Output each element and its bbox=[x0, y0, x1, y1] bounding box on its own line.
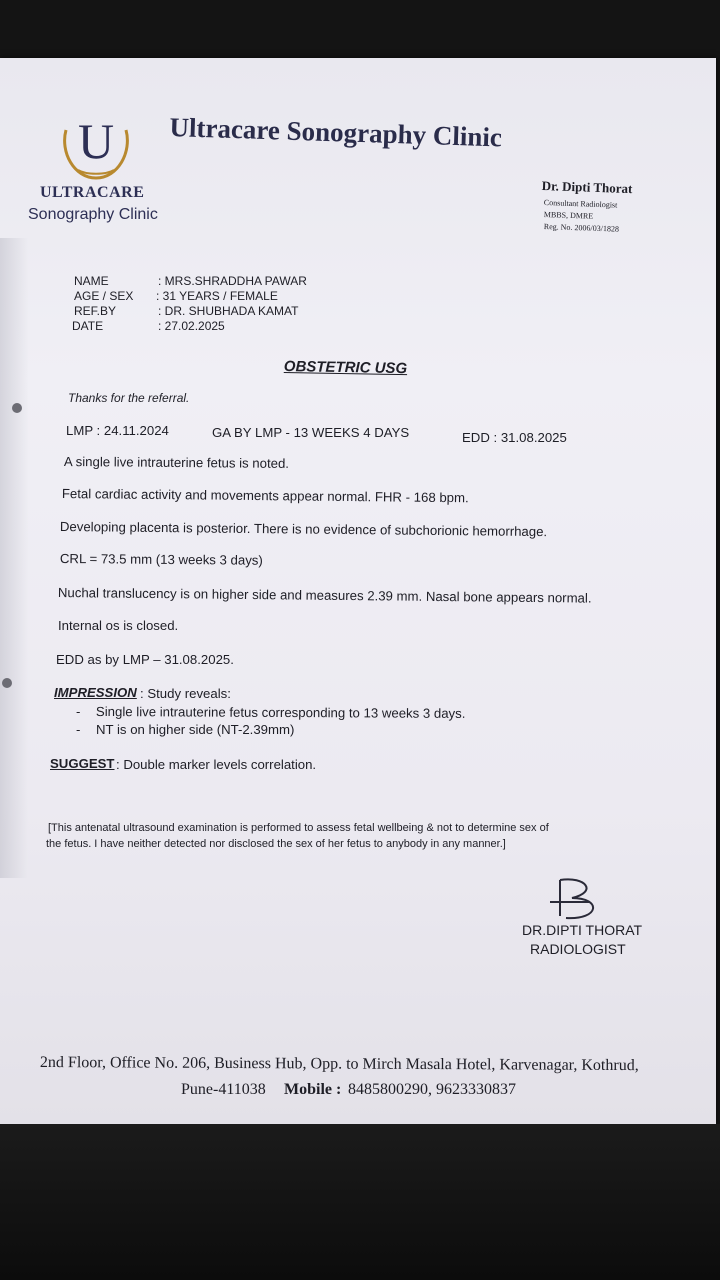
finding-2: Fetal cardiac activity and movements appear normal. FHR - 168 bpm. bbox=[61, 486, 469, 506]
ga-line: GA BY LMP - 13 WEEKS 4 DAYS bbox=[212, 425, 410, 440]
age-value: : 31 YEARS / FEMALE bbox=[156, 289, 278, 303]
impression-label: IMPRESSION bbox=[54, 685, 137, 700]
suggest-text: : Double marker levels correlation. bbox=[116, 757, 317, 772]
disclaimer-line-1: [This antenatal ultrasound examination is performed to assess fetal wellbeing & not to determine sex of bbox=[48, 822, 549, 834]
footer-city: Pune-411038 bbox=[181, 1081, 266, 1098]
impression-bullet-2: - bbox=[76, 722, 81, 737]
clip-knob-bottom bbox=[2, 678, 12, 688]
logo-subtitle: Sonography Clinic bbox=[28, 206, 158, 223]
clinic-heading: Ultracare Sonography Clinic bbox=[169, 112, 503, 153]
finding-5: Nuchal translucency is on higher side and measures 2.39 mm. Nasal bone appears normal. bbox=[57, 585, 592, 606]
footer-mobile-label: Mobile : bbox=[284, 1081, 342, 1098]
name-value: : MRS.SHRADDHA PAWAR bbox=[158, 274, 307, 288]
impression-item-2: NT is on higher side (NT-2.39mm) bbox=[96, 722, 295, 737]
doctor-reg: Reg. No. 2006/03/1828 bbox=[543, 222, 620, 234]
ref-label: REF.BY bbox=[74, 304, 117, 318]
signature-scribble-icon bbox=[546, 872, 616, 924]
report-sheet bbox=[0, 58, 716, 1124]
clipboard-strip bbox=[0, 238, 28, 878]
edd-line: EDD : 31.08.2025 bbox=[462, 430, 567, 445]
finding-6: Internal os is closed. bbox=[58, 618, 179, 633]
footer-address: 2nd Floor, Office No. 206, Business Hub, Opp. to Mirch Masala Hotel, Karvenagar, Kothrud, bbox=[39, 1054, 639, 1075]
clip-knob-top bbox=[12, 403, 22, 413]
date-value: : 27.02.2025 bbox=[158, 319, 225, 333]
disclaimer-line-2: the fetus. I have neither detected nor disclosed the sex of her fetus to anybody in any manner.] bbox=[46, 838, 506, 850]
age-label: AGE / SEX bbox=[74, 289, 134, 303]
impression-bullet-1: - bbox=[76, 704, 81, 719]
name-label: NAME bbox=[74, 274, 109, 288]
doctor-title: Consultant Radiologist bbox=[543, 198, 618, 210]
finding-1: A single live intrauterine fetus is noted. bbox=[63, 454, 290, 471]
signature-mark bbox=[546, 872, 616, 929]
ref-value: : DR. SHUBHADA KAMAT bbox=[158, 304, 299, 318]
signatory-name: DR.DIPTI THORAT bbox=[522, 922, 643, 938]
date-label: DATE bbox=[72, 319, 104, 333]
footer-mobile: 8485800290, 9623330837 bbox=[348, 1081, 516, 1098]
logo-letter: U bbox=[78, 113, 115, 169]
lmp-line: LMP : 24.11.2024 bbox=[66, 423, 169, 438]
report-title: OBSTETRIC USG bbox=[283, 358, 408, 378]
doctor-name-header: Dr. Dipti Thorat bbox=[541, 178, 633, 197]
signatory-role: RADIOLOGIST bbox=[530, 941, 626, 957]
thanks-line: Thanks for the referral. bbox=[68, 391, 190, 405]
doctor-degree: MBBS, DMRE bbox=[543, 210, 594, 221]
clinic-logo bbox=[56, 112, 136, 184]
logo-name: ULTRACARE bbox=[40, 184, 145, 201]
finding-4: CRL = 73.5 mm (13 weeks 3 days) bbox=[59, 551, 263, 568]
dark-background bbox=[0, 1124, 720, 1280]
impression-intro: : Study reveals: bbox=[140, 686, 231, 701]
finding-3: Developing placenta is posterior. There is no evidence of subchorionic hemorrhage. bbox=[59, 519, 548, 540]
suggest-label: SUGGEST bbox=[50, 756, 115, 771]
impression-item-1: Single live intrauterine fetus corresponding to 13 weeks 3 days. bbox=[95, 704, 466, 721]
finding-7: EDD as by LMP – 31.08.2025. bbox=[56, 652, 234, 667]
